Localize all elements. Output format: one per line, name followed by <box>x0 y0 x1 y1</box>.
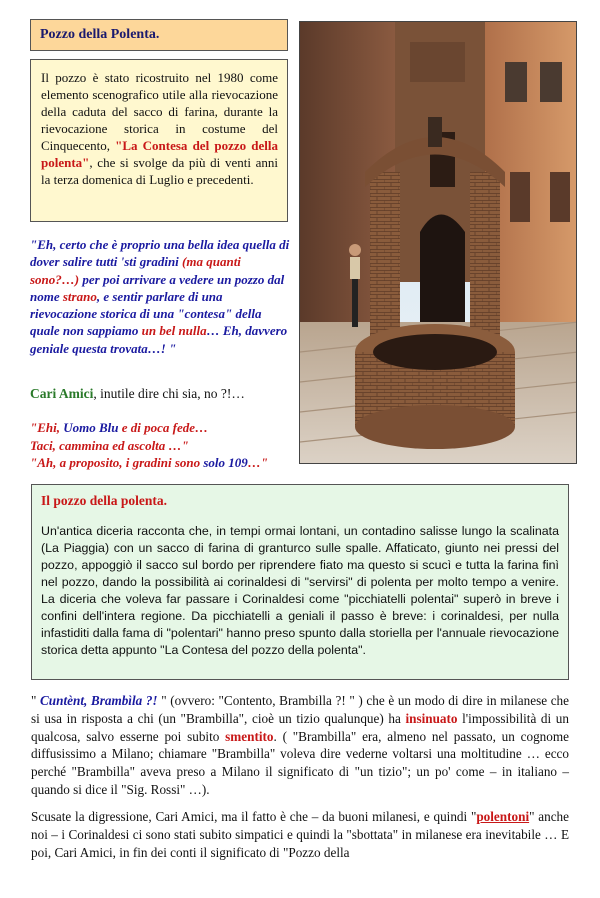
quote2-line1 <box>30 419 300 437</box>
intro-text-after: , che si svolge da più di venti anni la terza domenica di Luglio e precedenti. <box>41 155 278 187</box>
bottom1-t2: l'impossibilità di un qualcosa, salvo esserne poi subito <box>31 710 569 744</box>
well-photo-illustration <box>300 22 577 464</box>
intro-box <box>30 59 288 222</box>
bottom2-t2: " anche noi – i Corinaldesi ci sono stati subito simpatici e quindi la "sbottata" in milanese era inevitabile … E poi, Cari Amici, in fin dei conti il significato di "Pozzo della <box>31 809 570 860</box>
quote2-line3 <box>30 454 300 472</box>
quote2-line3a: "Ah, a proposito, i gradini sono <box>30 455 204 470</box>
quote2-uomo-blu: Uomo Blu <box>63 420 119 435</box>
quote1-part2: (ma quanti sono?…) <box>30 254 241 287</box>
amici-rest: , inutile dire chi sia, no ?!… <box>93 386 245 401</box>
quote-blue <box>30 236 292 357</box>
story-text: Un'antica diceria racconta che, in tempi ormai lontani, un contadino salisse lungo la scalinata (La Piaggia) con un sacco di farina di granturco sulle spalle. Affaticato, giunto nei pressi del pozzo, appoggiò il sacco sul bordo per riprendere fiato ma questo si scucì e tutta la farina finì nel pozzo, dando la possibilità ai corinaldesi di "servirsi" di polenta per molto tempo a venire. La diceria che voleva far passare i Corinaldesi come "picchiatelli polentai" superò in breve i confini dell'intera regione. Da picchiatelli a geniali il passo è breve: i corinaldesi, per nulla infastiditi dalla fama di "polentari" hanno preso spunto dalla storiella per l'annuale rievocazione storica detta appunto "La Contesa del pozzo della polenta". <box>41 524 559 657</box>
title-box <box>30 19 288 51</box>
quote1-part5: , e sentir parlare di una rievocazione storica di una "contesa" della quale non sappiamo <box>30 288 262 339</box>
quote1-part6: un bel nulla <box>141 323 207 339</box>
bottom2-polentoni: polentoni <box>476 809 530 824</box>
bottom2-t1: Scusate la digressione, Cari Amici, ma il fatto è che – da buoni milanesi, e quindi " <box>31 809 477 824</box>
quote1-part3: per poi arrivare a vedere un pozzo dal nome <box>30 271 285 304</box>
quote2-line1a: "Ehi, <box>30 420 64 435</box>
brambilla-paragraph <box>31 692 569 799</box>
quote1-part7: … Eh, davvero geniale questa trovata…! " <box>30 323 288 356</box>
intro-text-before: Il pozzo è stato ricostruito nel 1980 come elemento scenografico utile alla rievocazione della caduta del sacco di farina, durante la rievocazione storica in costume del Cinquecento, <box>41 70 278 153</box>
quote2-line1c: e di poca fede… <box>118 420 209 435</box>
bottom1-smentito: smentito <box>225 728 274 744</box>
bottom1-phrase: Cuntènt, Brambìla ?! <box>40 693 158 708</box>
bottom1-t3: . ( "Brambilla" era, almeno nel passato, un cognome diffusissimo a Milano; chiamare "Brambilla" voleva dire vederne voltarsi una moltitudine … ecco perché "Brambilla" aveva preso a Milano il significato di "un tizio"; un po' come – in italiano – quando si dice il "Sig. Rossi" …). <box>31 728 569 797</box>
quote2-line2: Taci, cammina ed ascolta …" <box>30 437 189 453</box>
story-box <box>31 484 569 680</box>
quote1-part4: strano <box>62 288 97 304</box>
digression-paragraph <box>31 808 569 861</box>
bottom1-t1: " (ovvero: "Contento, Brambilla ?! " ) che è un modo di dire in milanese che si usa in risposta a chi (un "Brambilla", cioè un tizio qualunque) ha <box>31 693 569 726</box>
amici-greeting: Cari Amici <box>30 386 94 401</box>
amici-line <box>30 386 245 402</box>
story-title: Il pozzo della polenta. <box>41 493 168 508</box>
bottom1-insinuato: insinuato <box>405 710 458 726</box>
quote2-count: solo 109 <box>203 455 248 470</box>
quote1-part1: "Eh, certo che è proprio una bella idea quella di dover salire tutti 'sti gradini <box>30 237 290 270</box>
quote2-line3c: …" <box>247 455 269 470</box>
intro-highlight: "La Contesa del pozzo della polenta" <box>41 138 278 170</box>
well-photo <box>299 21 577 464</box>
bottom1-open: " <box>31 693 41 708</box>
page-title: Pozzo della Polenta. <box>40 27 160 42</box>
quote-red <box>30 419 300 472</box>
